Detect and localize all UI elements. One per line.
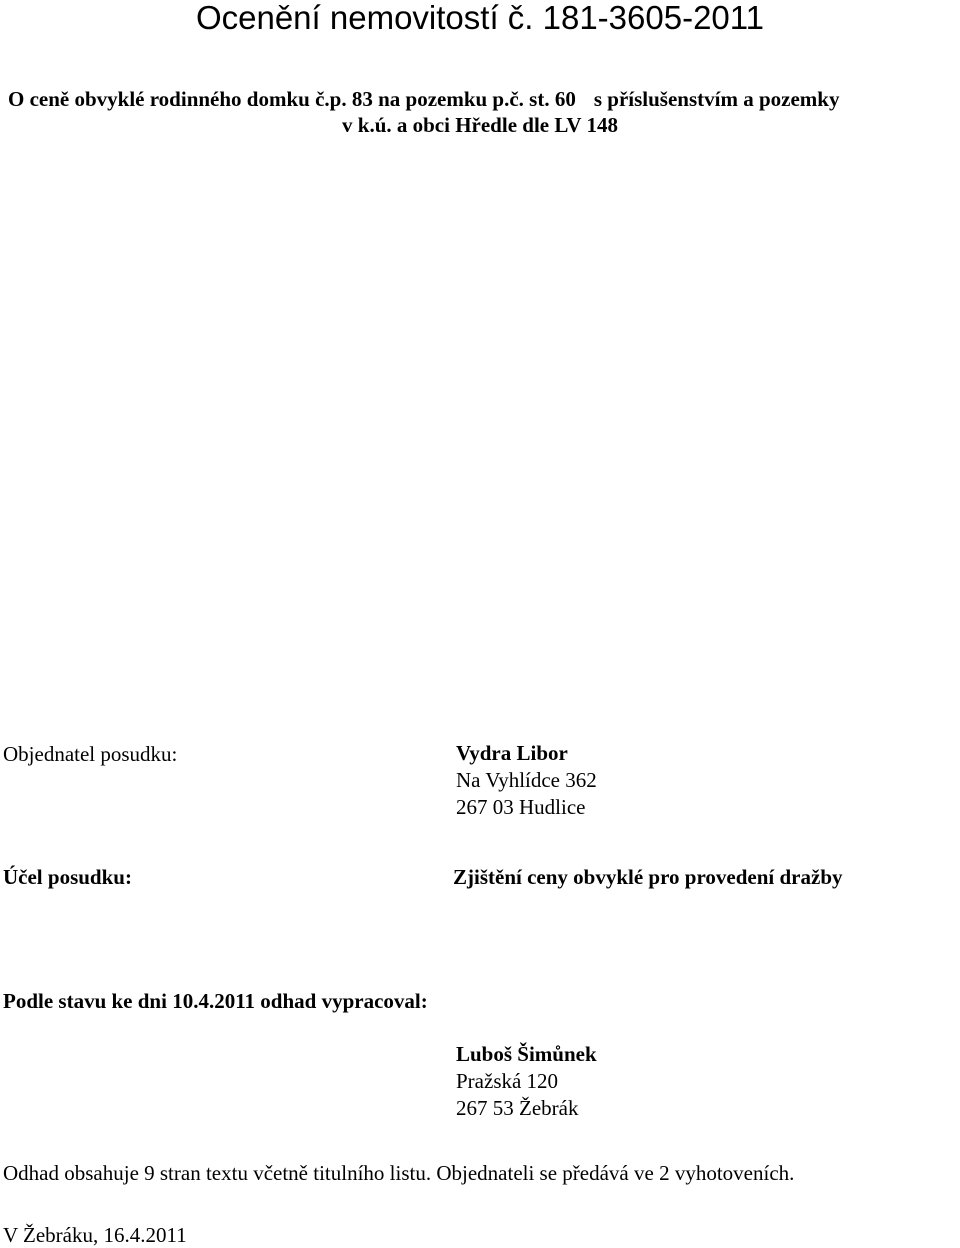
- place-and-date: V Žebráku, 16.4.2011: [3, 1223, 187, 1247]
- purpose-value: Zjištění ceny obvyklé pro provedení dražby: [453, 865, 843, 889]
- client-label: Objednatel posudku:: [3, 742, 178, 766]
- client-street: Na Vyhlídce 362: [456, 768, 597, 792]
- client-name: Vydra Libor: [456, 741, 568, 765]
- document-subtitle-line-1: [8, 86, 839, 112]
- appraiser-label: Podle stavu ke dni 10.4.2011 odhad vypracoval:: [3, 989, 428, 1013]
- subtitle-object: O ceně obvyklé rodinného domku č.p. 83 na pozemku p.č. st. 60: [8, 87, 576, 111]
- document-note: Odhad obsahuje 9 stran textu včetně titulního listu. Objednateli se předává ve 2 vyhotoveních.: [3, 1161, 795, 1185]
- appraiser-city: 267 53 Žebrák: [456, 1096, 579, 1120]
- appraiser-name: Luboš Šimůnek: [456, 1042, 597, 1066]
- purpose-label: Účel posudku:: [3, 865, 132, 889]
- subtitle-accessories: s příslušenstvím a pozemky: [593, 87, 840, 111]
- document-subtitle-line-2: v k.ú. a obci Hředle dle LV 148: [342, 113, 618, 137]
- document-title: Ocenění nemovitostí č. 181-3605-2011: [195, 0, 765, 36]
- client-city: 267 03 Hudlice: [456, 795, 586, 819]
- appraiser-street: Pražská 120: [456, 1069, 559, 1093]
